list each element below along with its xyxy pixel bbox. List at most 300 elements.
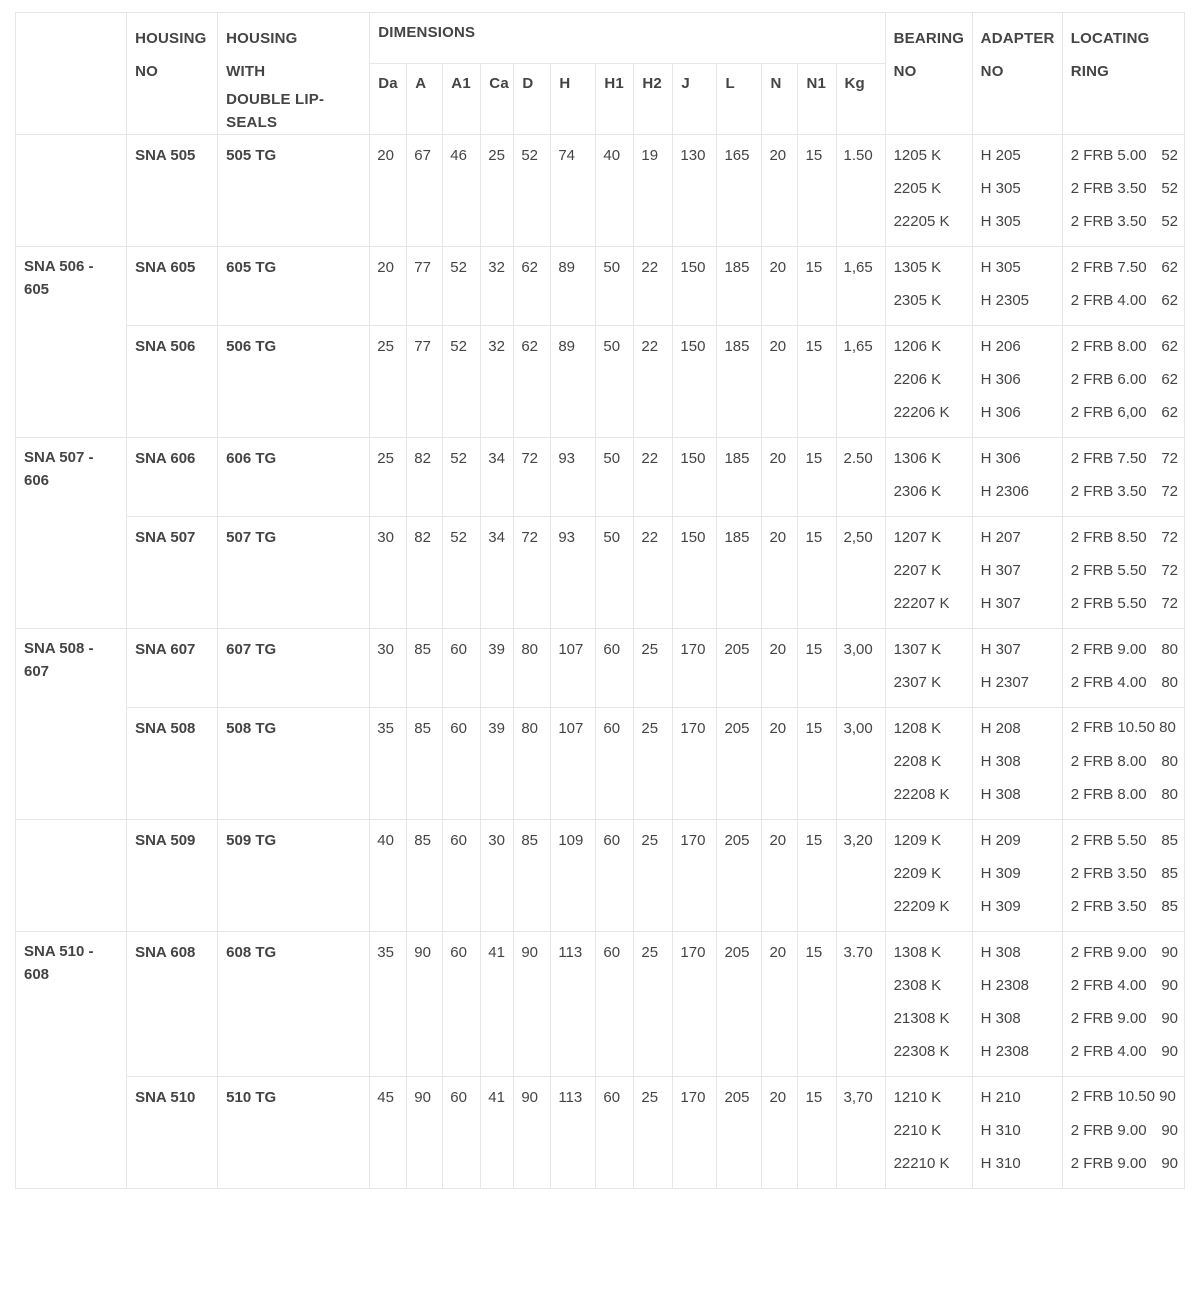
dim-cell-j: 170 [673, 629, 717, 708]
table-row [16, 326, 1185, 438]
bearing-no-value: 2306 K [893, 483, 942, 500]
housing-no-cell: SNA 508 [127, 708, 218, 820]
bearing-no-value: 2205 K [893, 180, 942, 197]
locating-ring-code: 2 FRB 4.00 [1070, 1043, 1147, 1060]
bearing-no-value: 2210 K [893, 1122, 942, 1139]
dim-cell-a1: 60 [443, 629, 481, 708]
locating-ring-cell [1062, 517, 1184, 629]
table-body [16, 135, 1185, 1189]
housing-tg-cell: 605 TG [218, 247, 370, 326]
dim-cell-da: 45 [370, 1077, 407, 1189]
locating-ring-value [1071, 1002, 1178, 1035]
locating-ring-value [1071, 139, 1178, 172]
dim-cell-ca: 25 [481, 135, 514, 247]
locating-ring-size: 90 [1161, 1154, 1178, 1172]
dim-cell-h2: 25 [634, 932, 673, 1077]
locating-ring-code: 2 FRB 6,00 [1070, 404, 1147, 421]
locating-ring-value [1071, 890, 1178, 923]
header-dim-n1: N1 [798, 64, 836, 135]
locating-ring-size: 52 [1161, 213, 1178, 230]
dim-cell-ca: 39 [481, 629, 514, 708]
locating-ring-value [1071, 824, 1178, 857]
dim-cell-kg: 3,20 [836, 820, 885, 932]
adapter-no-value: H 307 [980, 595, 1021, 612]
header-dimensions: DIMENSIONS [370, 13, 885, 64]
locating-ring-code: 2 FRB 4.00 [1070, 674, 1147, 691]
dim-cell-kg: 2.50 [836, 438, 885, 517]
locating-ring-size: 85 [1161, 865, 1178, 882]
dim-cell-j: 170 [673, 1077, 717, 1189]
locating-ring-code: 2 FRB 7.50 [1070, 259, 1147, 276]
table-row [16, 708, 1185, 820]
dim-cell-d: 90 [514, 932, 551, 1077]
header-dim-h: H [551, 64, 596, 135]
bearing-no-value: 2308 K [893, 977, 942, 994]
dim-cell-n1: 15 [798, 135, 836, 247]
locating-ring-value [1071, 745, 1178, 778]
adapter-no-value: H 305 [980, 259, 1021, 276]
adapter-no-value: H 307 [980, 641, 1021, 658]
dim-cell-kg: 3,00 [836, 708, 885, 820]
housing-tg-cell: 506 TG [218, 326, 370, 438]
header-housing-with-line4: SEALS [226, 114, 278, 131]
dim-cell-ca: 34 [481, 438, 514, 517]
locating-ring-size: 52 [1161, 147, 1178, 164]
dim-cell-d: 80 [514, 708, 551, 820]
adapter-no-cell [972, 517, 1062, 629]
housing-tg-cell: 510 TG [218, 1077, 370, 1189]
locating-ring-code: 2 FRB 5.50 [1070, 832, 1147, 849]
header-housing-no [127, 13, 218, 135]
locating-ring-code: 2 FRB 8.00 [1070, 338, 1147, 355]
dim-cell-j: 170 [673, 932, 717, 1077]
header-adapter-no-line1: ADAPTER [980, 30, 1055, 47]
header-dim-ca: Ca [481, 64, 514, 135]
adapter-no-value: H 205 [980, 147, 1021, 164]
dim-cell-l: 185 [717, 326, 762, 438]
bearing-no-value: 22210 K [893, 1155, 950, 1172]
dim-cell-h: 89 [551, 326, 596, 438]
bearing-no-value: 1307 K [893, 641, 942, 658]
dim-cell-h2: 25 [634, 1077, 673, 1189]
locating-ring-size: 90 [1161, 944, 1178, 961]
adapter-no-value: H 308 [980, 1010, 1021, 1027]
locating-ring-code: 2 FRB 5.50 [1070, 595, 1147, 612]
housing-tg-cell: 507 TG [218, 517, 370, 629]
adapter-no-cell [972, 438, 1062, 517]
dim-cell-j: 150 [673, 438, 717, 517]
header-row-top [16, 13, 1185, 64]
bearing-housing-table-container [15, 12, 1185, 1189]
bearing-no-value: 1209 K [893, 832, 942, 849]
housing-tg-cell: 608 TG [218, 932, 370, 1077]
locating-ring-value [1071, 251, 1178, 284]
bearing-no-value: 1208 K [893, 720, 942, 737]
locating-ring-code: 2 FRB 9.00 [1070, 944, 1147, 961]
dim-cell-a: 90 [407, 932, 443, 1077]
dim-cell-l: 185 [717, 247, 762, 326]
bearing-no-value: 1210 K [893, 1089, 942, 1106]
dim-cell-da: 35 [370, 708, 407, 820]
group-label-cell: SNA 510 - 608 [16, 932, 127, 1189]
locating-ring-size: 72 [1161, 529, 1178, 546]
adapter-no-cell [972, 135, 1062, 247]
dim-cell-n1: 15 [798, 438, 836, 517]
adapter-no-value: H 306 [980, 450, 1021, 467]
locating-ring-code: 2 FRB 9.00 [1070, 1121, 1147, 1139]
adapter-no-value: H 210 [980, 1089, 1021, 1106]
adapter-no-value: H 309 [980, 898, 1021, 915]
dim-cell-da: 25 [370, 438, 407, 517]
dim-cell-h2: 25 [634, 820, 673, 932]
dim-cell-h2: 22 [634, 438, 673, 517]
table-row [16, 517, 1185, 629]
locating-ring-value: 2 FRB 10.50 80 [1070, 719, 1176, 736]
locating-ring-code: 2 FRB 6.00 [1070, 371, 1147, 388]
housing-no-cell: SNA 605 [127, 247, 218, 326]
locating-ring-size: 52 [1161, 180, 1178, 197]
bearing-no-value: 22207 K [893, 595, 950, 612]
dim-cell-d: 72 [514, 517, 551, 629]
dim-cell-n: 20 [762, 1077, 798, 1189]
dim-cell-h1: 50 [596, 247, 634, 326]
dim-cell-a1: 60 [443, 820, 481, 932]
locating-ring-size: 80 [1161, 752, 1178, 770]
dim-cell-h1: 50 [596, 517, 634, 629]
dim-cell-h1: 50 [596, 326, 634, 438]
housing-no-cell: SNA 509 [127, 820, 218, 932]
locating-ring-value [1071, 363, 1178, 396]
header-dim-a: A [407, 64, 443, 135]
locating-ring-value [1071, 330, 1178, 363]
locating-ring-value [1071, 475, 1178, 508]
header-dim-j: J [673, 64, 717, 135]
locating-ring-code: 2 FRB 8.00 [1070, 785, 1147, 803]
dim-cell-h: 74 [551, 135, 596, 247]
locating-ring-code: 2 FRB 8.00 [1070, 752, 1147, 770]
locating-ring-value [1071, 857, 1178, 890]
housing-no-cell: SNA 506 [127, 326, 218, 438]
dim-cell-da: 30 [370, 517, 407, 629]
header-locating-ring [1062, 13, 1184, 135]
locating-ring-size: 80 [1161, 785, 1178, 803]
dim-cell-h2: 22 [634, 326, 673, 438]
dim-cell-n: 20 [762, 247, 798, 326]
locating-ring-size: 72 [1161, 562, 1178, 579]
group-label-cell: SNA 507 - 606 [16, 438, 127, 629]
dim-cell-n1: 15 [798, 629, 836, 708]
dim-cell-da: 35 [370, 932, 407, 1077]
dim-cell-a1: 52 [443, 438, 481, 517]
bearing-no-value: 1305 K [893, 259, 942, 276]
locating-ring-cell [1062, 932, 1184, 1077]
dim-cell-j: 170 [673, 820, 717, 932]
adapter-no-cell [972, 932, 1062, 1077]
locating-ring-cell [1062, 820, 1184, 932]
table-row [16, 932, 1185, 1077]
bearing-no-value: 22205 K [893, 213, 950, 230]
bearing-no-cell [885, 708, 972, 820]
housing-no-cell: SNA 505 [127, 135, 218, 247]
dim-cell-h: 89 [551, 247, 596, 326]
bearing-no-value: 1206 K [893, 338, 942, 355]
adapter-no-value: H 308 [980, 944, 1021, 961]
housing-tg-cell: 508 TG [218, 708, 370, 820]
bearing-housing-table [15, 12, 1185, 1189]
bearing-no-value: 22208 K [893, 786, 950, 803]
dim-cell-a: 82 [407, 438, 443, 517]
dim-cell-h1: 60 [596, 1077, 634, 1189]
dim-cell-n1: 15 [798, 932, 836, 1077]
adapter-no-cell [972, 247, 1062, 326]
locating-ring-code: 2 FRB 7.50 [1070, 450, 1147, 467]
group-label-cell: SNA 508 - 607 [16, 629, 127, 820]
locating-ring-code: 2 FRB 3.50 [1070, 213, 1147, 230]
header-dim-h1: H1 [596, 64, 634, 135]
dim-cell-j: 150 [673, 247, 717, 326]
dim-cell-n: 20 [762, 438, 798, 517]
adapter-no-value: H 2307 [980, 674, 1030, 691]
adapter-no-value: H 2308 [980, 1043, 1030, 1060]
table-row [16, 820, 1185, 932]
adapter-no-value: H 308 [980, 786, 1021, 803]
dim-cell-n: 20 [762, 629, 798, 708]
bearing-no-value: 22209 K [893, 898, 950, 915]
bearing-no-value: 2206 K [893, 371, 942, 388]
locating-ring-size: 80 [1161, 641, 1178, 658]
locating-ring-size: 62 [1161, 404, 1178, 421]
dim-cell-da: 25 [370, 326, 407, 438]
housing-tg-cell: 509 TG [218, 820, 370, 932]
locating-ring-code: 2 FRB 4.00 [1070, 977, 1147, 994]
header-locating-ring-line2: RING [1070, 63, 1110, 80]
bearing-no-cell [885, 1077, 972, 1189]
header-bearing-no-line2: NO [893, 63, 917, 80]
dim-cell-d: 72 [514, 438, 551, 517]
dim-cell-h: 113 [551, 932, 596, 1077]
header-dim-h2: H2 [634, 64, 673, 135]
header-bearing-no-line1: BEARING [893, 30, 965, 47]
dim-cell-j: 150 [673, 326, 717, 438]
dim-cell-j: 150 [673, 517, 717, 629]
adapter-no-cell [972, 629, 1062, 708]
housing-no-cell: SNA 608 [127, 932, 218, 1077]
locating-ring-size: 62 [1161, 259, 1178, 276]
dim-cell-h: 107 [551, 708, 596, 820]
dim-cell-n1: 15 [798, 708, 836, 820]
dim-cell-a: 85 [407, 629, 443, 708]
locating-ring-code: 2 FRB 4.00 [1070, 292, 1147, 309]
dim-cell-a: 82 [407, 517, 443, 629]
dim-cell-ca: 41 [481, 1077, 514, 1189]
locating-ring-size: 85 [1161, 832, 1178, 849]
bearing-no-value: 1205 K [893, 147, 942, 164]
dim-cell-d: 85 [514, 820, 551, 932]
dim-cell-a: 85 [407, 820, 443, 932]
dim-cell-a: 90 [407, 1077, 443, 1189]
dim-cell-da: 30 [370, 629, 407, 708]
header-housing-with-line3: DOUBLE LIP- [226, 91, 325, 108]
dim-cell-h1: 60 [596, 820, 634, 932]
dim-cell-n: 20 [762, 135, 798, 247]
locating-ring-size: 72 [1161, 595, 1178, 612]
bearing-no-value: 22206 K [893, 404, 950, 421]
dim-cell-h2: 22 [634, 247, 673, 326]
locating-ring-size: 90 [1161, 977, 1178, 994]
bearing-no-value: 21308 K [893, 1010, 950, 1027]
adapter-no-cell [972, 708, 1062, 820]
dim-cell-l: 205 [717, 708, 762, 820]
dim-cell-a: 85 [407, 708, 443, 820]
header-adapter-no-line2: NO [980, 63, 1004, 80]
locating-ring-value [1071, 778, 1178, 811]
locating-ring-value [1071, 1147, 1178, 1180]
adapter-no-value: H 309 [980, 865, 1021, 882]
dim-cell-l: 205 [717, 932, 762, 1077]
locating-ring-value [1071, 284, 1178, 317]
table-row [16, 135, 1185, 247]
housing-no-cell: SNA 507 [127, 517, 218, 629]
locating-ring-value [1071, 969, 1178, 1002]
dim-cell-l: 205 [717, 629, 762, 708]
dim-cell-l: 185 [717, 438, 762, 517]
dim-cell-kg: 1.50 [836, 135, 885, 247]
locating-ring-size: 80 [1161, 674, 1178, 691]
header-dim-a1: A1 [443, 64, 481, 135]
dim-cell-d: 62 [514, 326, 551, 438]
adapter-no-value: H 209 [980, 832, 1021, 849]
locating-ring-size: 62 [1161, 371, 1178, 388]
locating-ring-code: 2 FRB 3.50 [1070, 483, 1147, 500]
dim-cell-a1: 46 [443, 135, 481, 247]
dim-cell-h: 107 [551, 629, 596, 708]
locating-ring-size: 72 [1161, 450, 1178, 467]
adapter-no-value: H 306 [980, 371, 1021, 388]
locating-ring-cell [1062, 326, 1184, 438]
locating-ring-value [1071, 172, 1178, 205]
locating-ring-size: 72 [1161, 483, 1178, 500]
adapter-no-value: H 207 [980, 529, 1021, 546]
adapter-no-value: H 307 [980, 562, 1021, 579]
locating-ring-value [1071, 633, 1178, 666]
locating-ring-code: 2 FRB 5.50 [1070, 562, 1147, 579]
dim-cell-a: 77 [407, 247, 443, 326]
locating-ring-value [1071, 205, 1178, 238]
header-housing-with-line1: HOUSING [226, 30, 298, 47]
bearing-no-value: 2208 K [893, 753, 942, 770]
housing-no-cell: SNA 510 [127, 1077, 218, 1189]
dim-cell-a1: 52 [443, 517, 481, 629]
dim-cell-ca: 32 [481, 326, 514, 438]
dim-cell-h1: 60 [596, 932, 634, 1077]
bearing-no-cell [885, 932, 972, 1077]
adapter-no-value: H 310 [980, 1155, 1021, 1172]
header-group-empty [16, 13, 127, 135]
bearing-no-cell [885, 629, 972, 708]
dim-cell-ca: 34 [481, 517, 514, 629]
locating-ring-size: 90 [1161, 1043, 1178, 1060]
dim-cell-kg: 1,65 [836, 326, 885, 438]
group-label-cell: SNA 506 - 605 [16, 247, 127, 438]
dim-cell-h1: 60 [596, 629, 634, 708]
locating-ring-value [1071, 442, 1178, 475]
dim-cell-a1: 52 [443, 326, 481, 438]
locating-ring-size: 85 [1161, 898, 1178, 915]
header-dim-kg: Kg [836, 64, 885, 135]
adapter-no-value: H 310 [980, 1122, 1021, 1139]
dim-cell-kg: 1,65 [836, 247, 885, 326]
header-adapter-no [972, 13, 1062, 135]
locating-ring-value [1071, 936, 1178, 969]
bearing-no-value: 2209 K [893, 865, 942, 882]
dim-cell-n1: 15 [798, 517, 836, 629]
adapter-no-value: H 308 [980, 753, 1021, 770]
dim-cell-n: 20 [762, 326, 798, 438]
locating-ring-cell [1062, 438, 1184, 517]
dim-cell-h: 113 [551, 1077, 596, 1189]
bearing-no-value: 2307 K [893, 674, 942, 691]
locating-ring-size: 90 [1161, 1010, 1178, 1027]
dim-cell-j: 130 [673, 135, 717, 247]
dim-cell-n: 20 [762, 820, 798, 932]
dim-cell-a: 67 [407, 135, 443, 247]
dim-cell-d: 62 [514, 247, 551, 326]
bearing-no-value: 2207 K [893, 562, 942, 579]
housing-tg-cell: 607 TG [218, 629, 370, 708]
header-housing-with-line2: WITH [226, 63, 266, 80]
dim-cell-n1: 15 [798, 326, 836, 438]
dim-cell-d: 52 [514, 135, 551, 247]
locating-ring-value [1071, 1035, 1178, 1068]
bearing-no-value: 2305 K [893, 292, 942, 309]
dim-cell-n: 20 [762, 708, 798, 820]
table-header [16, 13, 1185, 135]
dim-cell-h1: 60 [596, 708, 634, 820]
dim-cell-n1: 15 [798, 247, 836, 326]
dim-cell-h: 93 [551, 517, 596, 629]
dim-cell-ca: 30 [481, 820, 514, 932]
dim-cell-kg: 3,70 [836, 1077, 885, 1189]
dim-cell-h: 93 [551, 438, 596, 517]
adapter-no-value: H 2306 [980, 483, 1030, 500]
locating-ring-code: 2 FRB 5.00 [1070, 147, 1147, 164]
locating-ring-value [1071, 1114, 1178, 1147]
bearing-no-value: 22308 K [893, 1043, 950, 1060]
header-dim-d: D [514, 64, 551, 135]
locating-ring-cell [1062, 247, 1184, 326]
dim-cell-h1: 50 [596, 438, 634, 517]
locating-ring-value [1071, 587, 1178, 620]
bearing-no-cell [885, 517, 972, 629]
locating-ring-value [1071, 666, 1178, 699]
header-bearing-no [885, 13, 972, 135]
header-housing-no-line1: HOUSING [135, 30, 207, 47]
dim-cell-a: 77 [407, 326, 443, 438]
locating-ring-value [1071, 521, 1178, 554]
dim-cell-d: 90 [514, 1077, 551, 1189]
locating-ring-cell [1062, 135, 1184, 247]
locating-ring-code: 2 FRB 8.50 [1070, 529, 1147, 546]
dim-cell-h2: 25 [634, 629, 673, 708]
locating-ring-code: 2 FRB 3.50 [1070, 898, 1147, 915]
group-label-cell [16, 135, 127, 247]
header-dim-n: N [762, 64, 798, 135]
locating-ring-code: 2 FRB 9.00 [1070, 641, 1147, 658]
table-row [16, 1077, 1185, 1189]
housing-tg-cell: 505 TG [218, 135, 370, 247]
locating-ring-code: 2 FRB 9.00 [1070, 1010, 1147, 1027]
bearing-no-cell [885, 326, 972, 438]
